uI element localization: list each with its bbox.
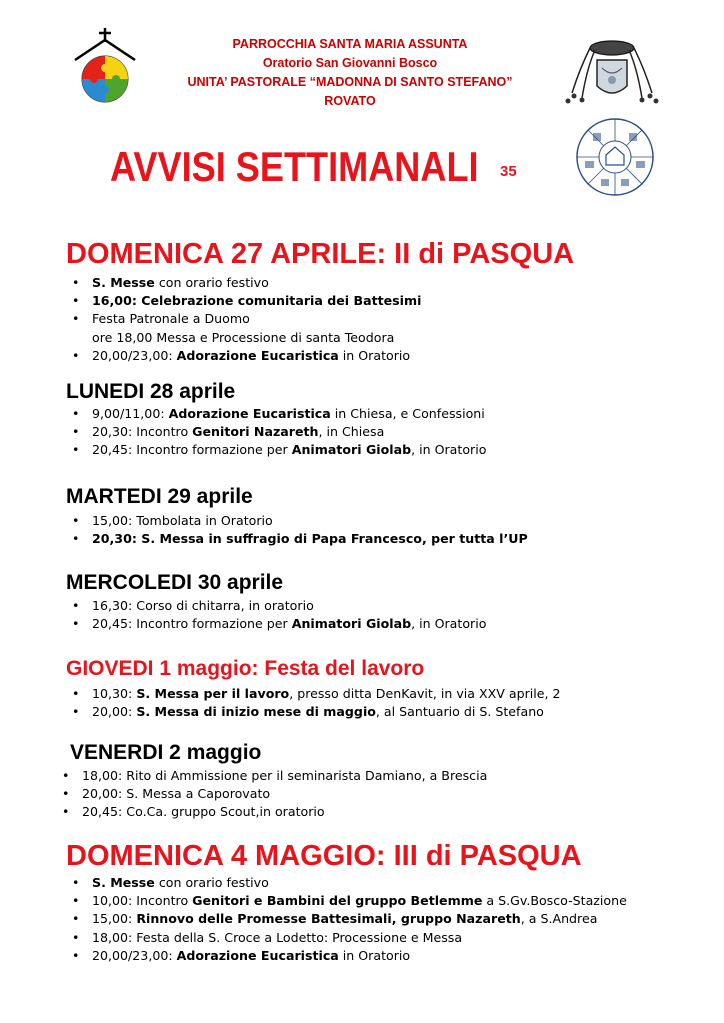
bishop-coat-of-arms-icon — [562, 38, 662, 108]
event-item — [66, 929, 627, 947]
day-items-giovedi-1 — [66, 685, 561, 721]
event-item — [66, 512, 528, 530]
event-item — [66, 274, 421, 292]
event-item — [66, 441, 486, 459]
event-text-bold: S. Messa per il lavoro — [136, 686, 290, 701]
event-text: con orario festivo — [154, 875, 269, 890]
event-text: 15,00: Tombolata in Oratorio — [92, 513, 273, 528]
event-item — [66, 292, 421, 310]
event-text: Festa Patronale a Duomo — [92, 311, 250, 327]
event-item — [56, 785, 487, 803]
event-text: , in Oratorio — [411, 442, 487, 458]
event-text: 20,45: Incontro formazione per — [92, 442, 292, 458]
day-heading-martedi-29: MARTEDI 29 aprile — [66, 485, 253, 508]
event-text: 10,30: — [92, 686, 137, 701]
day-heading-domenica-27: DOMENICA 27 APRILE: II di PASQUA — [66, 238, 575, 270]
pastoral-unit-seal-icon — [573, 117, 657, 197]
event-item — [66, 947, 627, 965]
event-text-bold: Genitori e Bambini del gruppo Betlemme — [192, 893, 483, 909]
day-items-venerdi-2 — [56, 767, 487, 822]
day-heading-lunedi-28: LUNEDI 28 aprile — [66, 380, 236, 403]
event-item — [66, 874, 627, 892]
event-item — [66, 597, 486, 615]
event-text-bold: Rinnovo delle Promesse Battesimali, gruppo Nazareth — [136, 911, 521, 927]
event-text: in Oratorio — [338, 347, 411, 363]
event-text: , in Chiesa — [318, 424, 385, 440]
event-text: in Oratorio — [338, 947, 411, 963]
event-item — [66, 530, 528, 548]
oratory-name: Oratorio San Giovanni Bosco — [262, 56, 438, 70]
event-item — [66, 405, 486, 423]
event-item — [66, 910, 627, 928]
day-items-lunedi-28 — [66, 405, 486, 460]
event-text: 20,00/23,00: — [92, 347, 177, 363]
event-text-bold: Adorazione Eucaristica — [176, 947, 339, 963]
event-item — [66, 347, 421, 365]
event-text: , in Oratorio — [411, 616, 487, 632]
event-text-bold: 16,00: Celebrazione comunitaria dei Battesimi — [92, 293, 422, 309]
event-item — [56, 767, 487, 785]
event-text: 20,00: S. Messa a Caporovato — [82, 786, 271, 802]
event-text: 20,45: Incontro formazione per — [92, 616, 292, 632]
day-heading-domenica-4: DOMENICA 4 MAGGIO: III di PASQUA — [66, 840, 582, 872]
event-text: 18,00: Festa della S. Croce a Lodetto: Processione e Messa — [92, 929, 463, 945]
parish-header — [150, 35, 550, 111]
event-text-bold: Adorazione Eucaristica — [176, 347, 339, 363]
event-text-bold: S. Messa di inizio mese di maggio — [136, 704, 376, 720]
event-text: , presso ditta DenKavit, in via XXV aprile, 2 — [289, 686, 561, 701]
event-text-bold: S. Messe — [92, 875, 155, 890]
day-items-domenica-27 — [66, 274, 421, 365]
event-text-bold: 20,30: S. Messa in suffragio di Papa Francesco, per tutta l’UP — [92, 531, 528, 547]
pastoral-unit-name: UNITA’ PASTORALE “MADONNA DI SANTO STEFANO” — [187, 75, 513, 89]
event-text: 20,30: Incontro — [92, 424, 193, 440]
event-text: , a S.Andrea — [520, 911, 598, 927]
event-item — [66, 892, 627, 910]
day-items-martedi-29 — [66, 512, 528, 548]
event-text: 16,30: Corso di chitarra, in oratorio — [92, 598, 314, 613]
event-text: 20,00/23,00: — [92, 947, 177, 963]
event-text: 9,00/11,00: — [92, 406, 169, 421]
issue-number: 35 — [500, 163, 517, 180]
town-name: ROVATO — [324, 94, 376, 108]
event-text: 20,45: Co.Ca. gruppo Scout,in oratorio — [82, 804, 325, 820]
event-text-bold: Animatori Giolab — [291, 442, 412, 458]
day-heading-giovedi-1: GIOVEDI 1 maggio: Festa del lavoro — [66, 657, 425, 680]
day-heading-venerdi-2: VENERDI 2 maggio — [70, 741, 262, 764]
day-items-mercoledi-30 — [66, 597, 486, 633]
parish-logo-icon — [72, 28, 138, 106]
event-text: 15,00: — [92, 911, 137, 927]
event-text: 10,00: Incontro — [92, 893, 193, 909]
day-heading-mercoledi-30: MERCOLEDI 30 aprile — [66, 571, 284, 594]
event-text: , al Santuario di S. Stefano — [375, 704, 544, 720]
day-items-domenica-4 — [66, 874, 627, 965]
parish-name: PARROCCHIA SANTA MARIA ASSUNTA — [232, 37, 468, 51]
event-item — [56, 803, 487, 821]
event-text: con orario festivo — [154, 275, 269, 290]
event-text: ore 18,00 Messa e Processione di santa Teodora — [92, 329, 395, 345]
event-item — [66, 310, 421, 328]
event-text: 20,00: — [92, 704, 137, 720]
event-item — [66, 703, 561, 721]
event-item — [66, 423, 486, 441]
event-text-bold: S. Messe — [92, 275, 155, 290]
event-text-bold: Animatori Giolab — [291, 616, 412, 632]
event-text-bold: Adorazione Eucaristica — [168, 406, 331, 421]
event-text: a S.Gv.Bosco-Stazione — [482, 893, 627, 909]
event-item — [66, 685, 561, 703]
event-text-bold: Genitori Nazareth — [192, 424, 319, 440]
event-item — [66, 615, 486, 633]
event-text: in Chiesa, e Confessioni — [330, 406, 485, 421]
event-item — [66, 329, 421, 347]
event-text: 18,00: Rito di Ammissione per il seminarista Damiano, a Brescia — [82, 768, 488, 783]
page-title: AVVISI SETTIMANALI — [110, 143, 479, 190]
